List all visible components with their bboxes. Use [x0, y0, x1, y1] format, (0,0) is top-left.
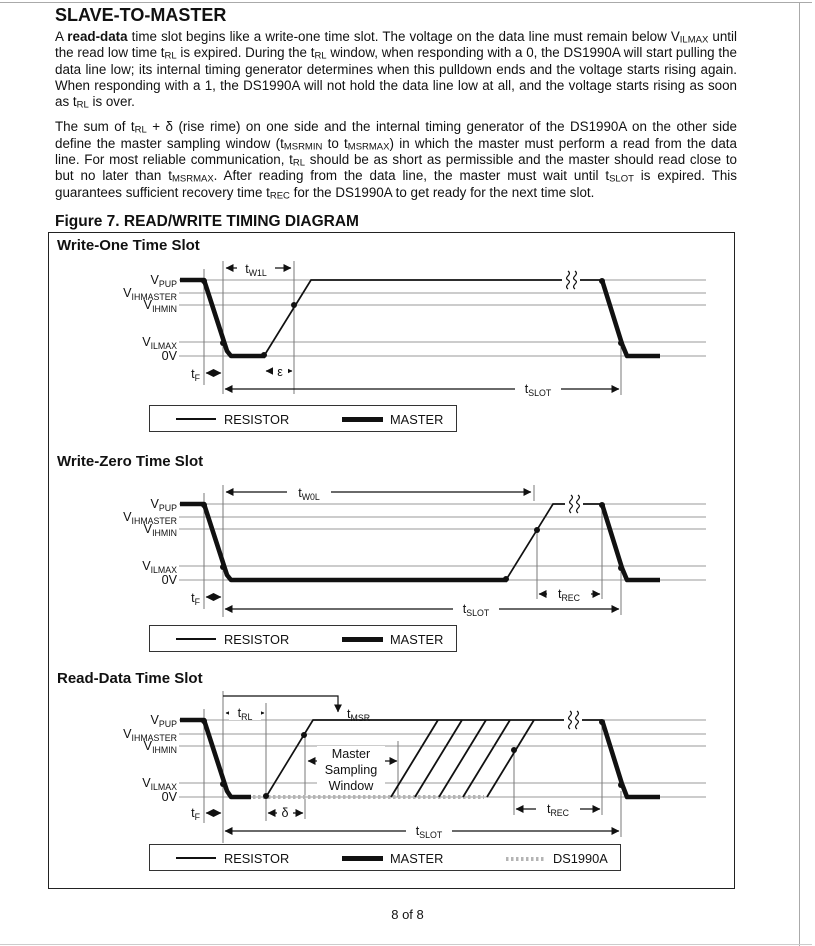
article-content	[55, 6, 737, 231]
resistor-waveform	[266, 720, 602, 797]
figure-7-box	[48, 232, 735, 889]
vpup-label: $V_{PUP}$	[150, 273, 177, 289]
waveform-node-dots	[201, 718, 624, 799]
page-edge-top	[0, 2, 812, 3]
vihmaster-label: $V_{IHMASTER}$	[123, 510, 177, 526]
page-edge-bottom	[0, 944, 812, 945]
zero-volt-label: 0V	[161, 573, 177, 587]
trec-label: $t_{REC}$	[557, 587, 581, 603]
tw0l-label: $t_{W0L}$	[298, 486, 320, 502]
voltage-labels	[123, 713, 177, 804]
master-pulldown-waveform	[180, 504, 507, 580]
voltage-labels	[123, 497, 177, 587]
paragraph-1: A read-data time slot begins like a write-one time slot. The voltage on the data line must remain below $V_{ILMAX}$ until the read low time $t_{RL}$ is expired. During the $t_{RL}$ window, when responding with a 0, the DS1990A will start pulling the data line low; its internal timing generator determines when this pulldown ends and the voltage starts rising again. When responding with a 1, the DS1990A will not hold the data line low at all, and the voltage starts rising as soon as $t_{RL}$ is over.	[55, 29, 737, 111]
time-labels	[191, 262, 552, 398]
vihmin-label: $V_{IHMIN}$	[143, 298, 177, 314]
vilmax-label: $V_{ILMAX}$	[142, 559, 177, 575]
dimension-arrows	[206, 268, 619, 389]
read-data-title: Read-Data Time Slot	[57, 670, 203, 687]
vilmax-label: $V_{ILMAX}$	[142, 776, 177, 792]
time-labels	[191, 486, 581, 618]
voltage-gridlines	[179, 504, 706, 580]
master-end-waveform	[602, 720, 660, 797]
timing-marker-lines	[204, 261, 621, 395]
master-line-sample	[342, 637, 383, 642]
write-one-title: Write-One Time Slot	[57, 237, 200, 254]
sampling-window-label-2: Sampling	[324, 763, 378, 777]
write-one-waveform-svg	[49, 254, 736, 406]
tslot-label: $t_{SLOT}$	[462, 602, 490, 618]
trl-label: $t_{RL}$	[237, 706, 253, 722]
vihmin-label: $V_{IHMIN}$	[143, 739, 177, 755]
break-symbol	[565, 495, 583, 513]
master-legend-label: MASTER	[390, 632, 444, 647]
break-symbol	[562, 271, 580, 289]
read-data-waveform-svg	[49, 686, 736, 843]
legend-read-data	[149, 844, 621, 871]
data-dependent-hatch-lines	[391, 720, 534, 797]
section-heading: SLAVE-TO-MASTER	[55, 5, 227, 25]
master-end-waveform	[602, 504, 660, 580]
master-line-sample	[342, 417, 383, 422]
master-end-waveform	[602, 280, 660, 356]
tslot-label: $t_{SLOT}$	[415, 824, 443, 840]
vilmax-label: $V_{ILMAX}$	[142, 335, 177, 351]
timing-marker-lines	[204, 691, 621, 843]
figure-heading: Figure 7. READ/WRITE TIMING DIAGRAM	[55, 212, 359, 230]
ds1990a-legend-label: DS1990A	[553, 851, 608, 866]
paragraph-2: The sum of $t_{RL} + \delta$ (rise rime) on one side and the internal timing generator of the DS1990A on the other side define the master sampling window ($t_{MSRMIN}$ to $t_{MSRMAX}$) in which the master must perform a read from the data line. For most reliable communication, $t_{RL}$ should be as short as permissible and the master should read close to but no later than $t_{MSRMAX}$. After reading from the data line, the master must wait until $t_{SLOT}$ is expired. This guarantees sufficient recovery time $t_{REC}$ for the DS1990A to get ready for the next time slot.	[55, 119, 738, 202]
resistor-line-sample	[176, 638, 216, 640]
tf-label: $t_F$	[191, 367, 200, 383]
page-number: 8 of 8	[391, 907, 424, 922]
epsilon-label: ε	[277, 365, 283, 379]
tf-label: $t_F$	[191, 591, 200, 607]
tf-label: $t_F$	[191, 806, 200, 822]
tslot-label: $t_{SLOT}$	[524, 382, 552, 398]
master-line-sample	[342, 856, 383, 861]
legend-write-one	[149, 405, 457, 432]
resistor-legend-label: RESISTOR	[224, 632, 290, 647]
write-zero-waveform-svg	[49, 479, 736, 621]
trec-label: $t_{REC}$	[546, 802, 570, 818]
write-zero-title: Write-Zero Time Slot	[57, 453, 204, 470]
sampling-window-label-3: Window	[328, 779, 374, 793]
page-edge-right	[799, 2, 800, 946]
vihmaster-label: $V_{IHMASTER}$	[123, 286, 177, 302]
delta-label: δ	[281, 806, 289, 820]
resistor-legend-label: RESISTOR	[224, 412, 290, 427]
zero-volt-label: 0V	[161, 790, 177, 804]
master-legend-label: MASTER	[390, 851, 444, 866]
tw1l-label: $t_{W1L}$	[245, 262, 267, 278]
waveform-node-dots	[201, 502, 624, 582]
resistor-waveform	[506, 504, 602, 580]
vihmin-label: $V_{IHMIN}$	[143, 522, 177, 538]
voltage-labels	[123, 273, 177, 363]
resistor-line-sample	[176, 418, 216, 420]
ds1990a-line-sample	[506, 857, 546, 861]
vpup-label: $V_{PUP}$	[150, 497, 177, 513]
voltage-gridlines	[179, 720, 706, 797]
legend-write-zero	[149, 625, 457, 652]
resistor-line-sample	[176, 857, 216, 859]
zero-volt-label: 0V	[161, 349, 177, 363]
break-symbol	[564, 711, 582, 729]
resistor-waveform	[264, 280, 602, 356]
tmsr-label: $t_{MSR}$	[347, 707, 371, 723]
vpup-label: $V_{PUP}$	[150, 713, 177, 729]
sampling-window-label-1: Master	[331, 747, 371, 761]
resistor-legend-label: RESISTOR	[224, 851, 290, 866]
waveform-node-dots	[201, 278, 624, 358]
master-legend-label: MASTER	[390, 412, 444, 427]
vihmaster-label: $V_{IHMASTER}$	[123, 727, 177, 743]
voltage-gridlines	[179, 280, 706, 356]
master-pulldown-waveform	[180, 720, 251, 797]
